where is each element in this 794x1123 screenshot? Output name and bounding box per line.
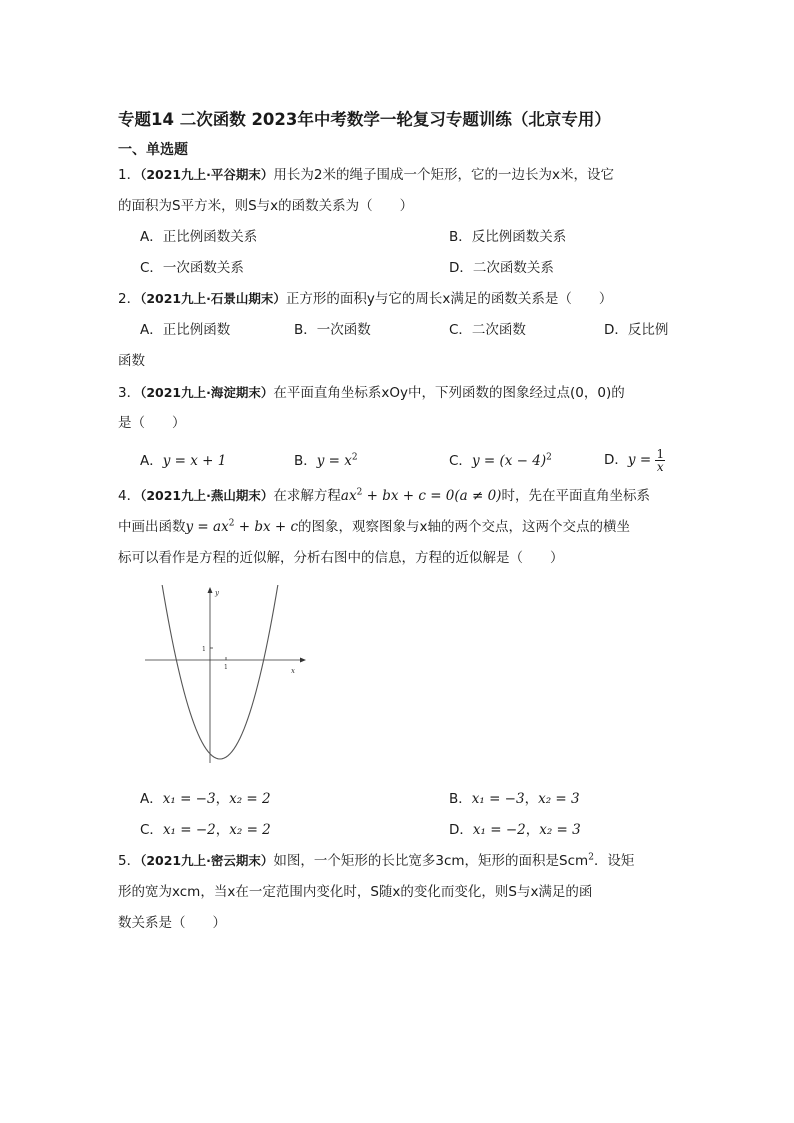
- q4-function-part-1: y = ax: [185, 519, 229, 535]
- q4-option-a-root-2: x₂ = 2: [229, 791, 271, 807]
- q2-source: （2021九上·石景山期末）: [140, 291, 286, 306]
- q3-option-b: [294, 451, 358, 471]
- q4-option-a: [140, 789, 271, 809]
- q5-number: 5．: [118, 853, 141, 869]
- q3-option-b-formula: y = x: [316, 453, 352, 469]
- q3-option-b-label: B．: [294, 453, 317, 469]
- separator: ，: [215, 822, 230, 838]
- q3-source: （2021九上·海淀期末）: [140, 385, 274, 400]
- parabola-curve: [162, 585, 278, 759]
- section-heading: 一、单选题: [118, 142, 188, 158]
- q4-option-a-label: A．: [140, 791, 163, 807]
- fraction-denominator: x: [656, 459, 664, 474]
- q3-number: 3．: [118, 385, 141, 401]
- q1-text-1: 用长为2米的绳子围成一个矩形，它的一边长为x米，设它: [273, 167, 614, 183]
- y-axis-arrow: [208, 587, 213, 593]
- q4-option-d-label: D．: [449, 822, 473, 838]
- q5-line-2: 形的宽为xcm，当x在一定范围内变化时，S随x的变化而变化，则S与x满足的函: [118, 884, 593, 900]
- q2-text-1: 正方形的面积y与它的周长x满足的函数关系是（ ）: [285, 291, 613, 307]
- q3-option-d-formula: y =: [627, 452, 652, 468]
- q2-option-a: A．正比例函数: [140, 322, 231, 338]
- q4-option-c: [140, 820, 271, 840]
- x-axis-arrow: [300, 658, 306, 663]
- q4-option-b-root-2: x₂ = 3: [538, 791, 580, 807]
- q4-option-c-label: C．: [140, 822, 163, 838]
- q4-option-c-root-1: x₁ = −2: [162, 822, 216, 838]
- q2-number: 2．: [118, 291, 141, 307]
- q4-option-b: [449, 789, 580, 809]
- q4-option-d-root-1: x₁ = −2: [472, 822, 526, 838]
- x-axis-label: x: [291, 667, 295, 675]
- parabola-graph: [140, 585, 310, 770]
- q5-source: （2021九上·密云期末）: [140, 853, 274, 868]
- q1-line-2: 的面积为S平方米，则S与x的函数关系为（ ）: [118, 198, 414, 214]
- q4-line-3: 标可以看作是方程的近似解，分析右图中的信息，方程的近似解是（ ）: [118, 550, 564, 566]
- q4-option-c-root-2: x₂ = 2: [229, 822, 271, 838]
- q3-text-1: 在平面直角坐标系xOy中，下列函数的图象经过点(0，0)的: [273, 385, 625, 401]
- fraction-numerator: 1: [656, 446, 665, 461]
- q3-option-c-formula: y = (x − 4): [471, 453, 547, 469]
- q1-option-c: C．一次函数关系: [140, 260, 244, 276]
- q1-option-a: A．正比例函数关系: [140, 229, 258, 245]
- q4-text-2a: 中画出函数: [118, 519, 186, 535]
- q2-option-c: C．二次函数: [449, 322, 526, 338]
- q5-text-1b: ．设矩: [593, 853, 635, 869]
- q4-option-d: [449, 820, 581, 840]
- q4-line-1: [118, 486, 650, 506]
- q4-line-2: [118, 517, 630, 537]
- q3-line-2: 是（ ）: [118, 415, 186, 431]
- q1-line-1: [118, 165, 614, 185]
- q1-source: （2021九上·平谷期末）: [140, 167, 274, 182]
- q4-number: 4．: [118, 488, 141, 504]
- q4-function-part-2: + bx + c: [234, 519, 299, 535]
- q3-option-a: [140, 451, 226, 471]
- q4-equation-part-2: + bx + c = 0(a ≠ 0): [362, 488, 502, 504]
- q4-option-b-label: B．: [449, 791, 472, 807]
- q3-option-d-fraction: [655, 448, 665, 473]
- page-title: 专题14 二次函数 2023年中考数学一轮复习专题训练（北京专用）: [118, 110, 611, 129]
- q3-option-a-label: A．: [140, 453, 163, 469]
- q4-text-1a: 在求解方程: [273, 488, 341, 504]
- separator: ，: [525, 822, 540, 838]
- q4-text-2b: 的图象，观察图象与x轴的两个交点，这两个交点的横坐: [298, 519, 631, 535]
- y-tick-label: 1: [202, 646, 206, 653]
- q4-source: （2021九上·燕山期末）: [140, 488, 274, 503]
- q1-number: 1．: [118, 167, 141, 183]
- q4-option-a-root-1: x₁ = −3: [162, 791, 216, 807]
- q4-text-1b: 时，先在平面直角坐标系: [501, 488, 650, 504]
- q3-option-b-exponent: 2: [351, 452, 358, 463]
- q4-option-d-root-2: x₂ = 3: [539, 822, 581, 838]
- q5-unit-exponent: 2: [588, 852, 594, 863]
- q2-option-d-continued: 函数: [118, 353, 145, 369]
- y-axis-label: y: [215, 589, 219, 597]
- q1-option-b: B．反比例函数关系: [449, 229, 567, 245]
- separator: ，: [215, 791, 230, 807]
- q3-option-c: [449, 451, 552, 471]
- q4-equation-exponent: 2: [356, 487, 363, 498]
- q2-option-b: B．一次函数: [294, 322, 371, 338]
- q3-line-1: [118, 383, 625, 403]
- q4-function-exponent: 2: [228, 518, 235, 529]
- q5-text-1a: 如图，一个矩形的长比宽多3cm，矩形的面积是Scm: [273, 853, 589, 869]
- q1-option-d: D．二次函数关系: [449, 260, 554, 276]
- q3-option-c-exponent: 2: [546, 452, 552, 463]
- separator: ，: [524, 791, 539, 807]
- q4-option-b-root-1: x₁ = −3: [471, 791, 525, 807]
- q3-option-c-label: C．: [449, 453, 472, 469]
- q5-line-1: [118, 851, 634, 871]
- x-tick-label: 1: [224, 664, 228, 671]
- q3-option-d: [604, 442, 665, 478]
- q2-option-d: D．反比例: [604, 322, 669, 338]
- q4-equation-part-1: ax: [340, 488, 357, 504]
- q3-option-a-formula: y = x + 1: [162, 453, 227, 469]
- q3-option-d-label: D．: [604, 452, 628, 468]
- q5-line-3: 数关系是（ ）: [118, 915, 226, 931]
- q2-line-1: [118, 289, 612, 309]
